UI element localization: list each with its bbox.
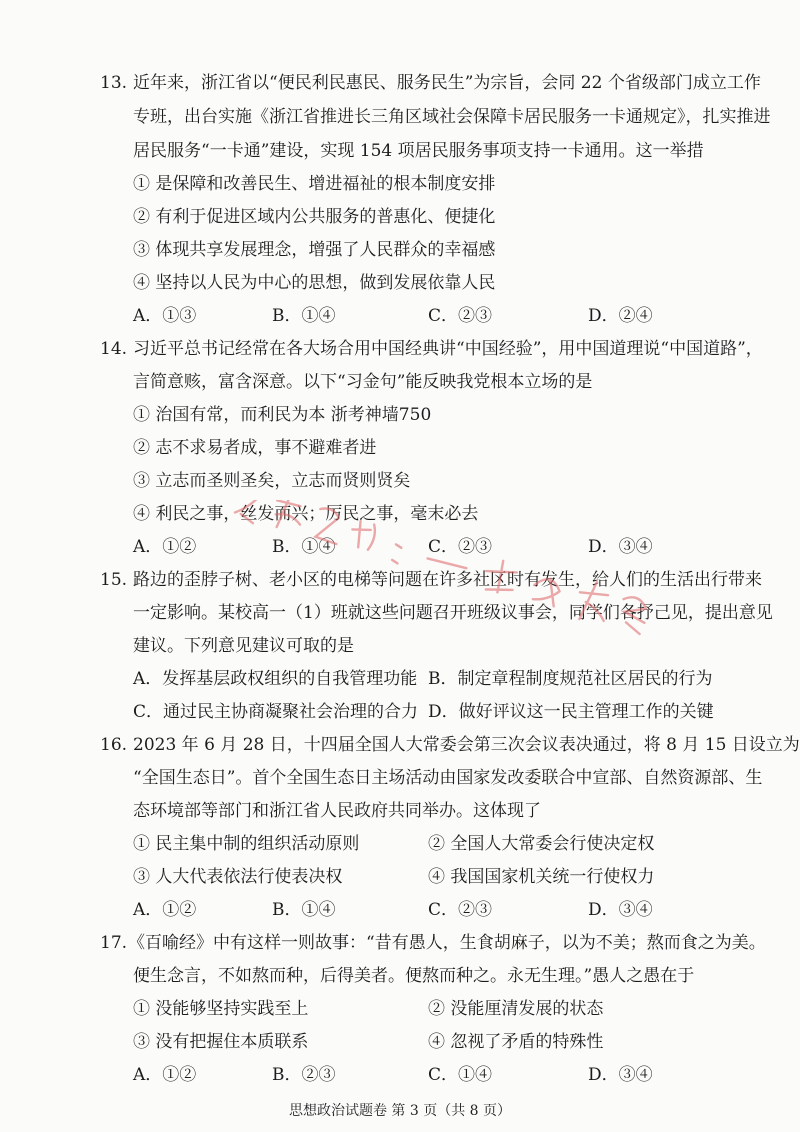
choice-a: A．①② (133, 537, 197, 557)
statement-item: ④ 利民之事，丝发而兴；厉民之事，毫末必去 (133, 504, 479, 524)
statement-item: ③ 立志而圣则圣矣，立志而贤则贤矣 (133, 471, 411, 491)
question-text-line: 近年来，浙江省以“便民利民惠民、服务民生”为宗旨，会同 22 个省级部门成立工作 (133, 73, 761, 93)
statement-item: ④ 我国国家机关统一行使权力 (428, 867, 655, 887)
statement-item: ② 有利于促进区域内公共服务的普惠化、便捷化 (133, 207, 496, 227)
question-number: 14. (100, 339, 128, 359)
statement-item: ① 治国有常，而利民为本 浙考神墙750 (133, 405, 432, 425)
question-text-line: 建议。下列意见建议可取的是 (133, 636, 354, 656)
choice-b: B．①④ (272, 537, 336, 557)
choice-d: D．③④ (588, 900, 653, 920)
choice-b: B．制定章程制度规范社区居民的行为 (428, 669, 713, 689)
choice-d: D．③④ (588, 537, 653, 557)
statement-item: ② 全国人大常委会行使决定权 (428, 834, 655, 854)
choice-d: D．做好评议这一民主管理工作的关键 (428, 702, 714, 722)
statement-item: ③ 体现共享发展理念，增强了人民群众的幸福感 (133, 240, 496, 260)
question-text-line: 《百喻经》中有这样一则故事：“昔有愚人，生食胡麻子，以为不美；熬而食之为美。 (128, 933, 766, 953)
choice-b: B．①④ (272, 306, 336, 326)
choice-c: C．②③ (428, 900, 493, 920)
statement-item: ④ 坚持以人民为中心的思想，做到发展依靠人民 (133, 273, 496, 293)
choice-b: B．②③ (272, 1065, 336, 1085)
statement-item: ① 没能够坚持实践至上 (133, 999, 309, 1019)
question-text-line: 2023 年 6 月 28 日，十四届全国人大常委会第三次会议表决通过，将 8 月 15 日设立为 (133, 735, 800, 755)
choice-c: C．②③ (428, 306, 493, 326)
choice-c: C．①④ (428, 1065, 493, 1085)
question-text-line: 习近平总书记经常在各大场合用中国经典讲“中国经验”，用中国道理说“中国道路”， (133, 339, 763, 359)
page-footer: 思想政治试题卷 第 3 页（共 8 页） (288, 1103, 512, 1119)
question-text-line: 言简意赅，富含深意。以下“习金句”能反映我党根本立场的是 (133, 372, 593, 392)
choice-a: A．①② (133, 900, 197, 920)
choice-d: D．③④ (588, 1065, 653, 1085)
question-number: 16. (100, 735, 128, 755)
question-text-line: 便生念言，不如熬而种，后得美者。便熬而种之。永无生理。”愚人之愚在于 (133, 966, 695, 986)
question-number: 13. (100, 73, 128, 93)
statement-item: ① 民主集中制的组织活动原则 (133, 834, 360, 854)
question-number: 15. (100, 570, 128, 590)
choice-a: A．发挥基层政权组织的自我管理功能 (133, 669, 418, 689)
choice-d: D．②④ (588, 306, 653, 326)
question-text-line: 居民服务“一卡通”建设，实现 154 项居民服务事项支持一卡通用。这一举措 (133, 141, 704, 161)
statement-item: ② 志不求易者成，事不避难者进 (133, 438, 377, 458)
choice-c: C．通过民主协商凝聚社会治理的合力 (133, 702, 419, 722)
choice-b: B．①④ (272, 900, 336, 920)
choice-a: A．①② (133, 1065, 197, 1085)
choice-a: A．①③ (133, 306, 197, 326)
question-text-line: “全国生态日”。首个全国生态日主场活动由国家发改委联合中宣部、自然资源部、生 (133, 768, 763, 788)
choice-c: C．②③ (428, 537, 493, 557)
statement-item: ② 没能厘清发展的状态 (428, 999, 604, 1019)
statement-item: ③ 没有把握住本质联系 (133, 1032, 309, 1052)
statement-item: ① 是保障和改善民生、增进福祉的根本制度安排 (133, 174, 496, 194)
question-number: 17. (100, 933, 128, 953)
statement-item: ④ 忽视了矛盾的特殊性 (428, 1032, 604, 1052)
question-text-line: 路边的歪脖子树、老小区的电梯等问题在许多社区时有发生，给人们的生活出行带来 (133, 570, 762, 590)
question-text-line: 一定影响。某校高一（1）班就这些问题召开班级议事会，同学们各抒己见，提出意见 (133, 603, 773, 623)
question-text-line: 专班，出台实施《浙江省推进长三角区域社会保障卡居民服务一卡通规定》，扎实推进 (133, 107, 771, 127)
question-text-line: 态环境部等部门和浙江省人民政府共同举办。这体现了 (133, 801, 541, 821)
statement-item: ③ 人大代表依法行使表决权 (133, 867, 343, 887)
